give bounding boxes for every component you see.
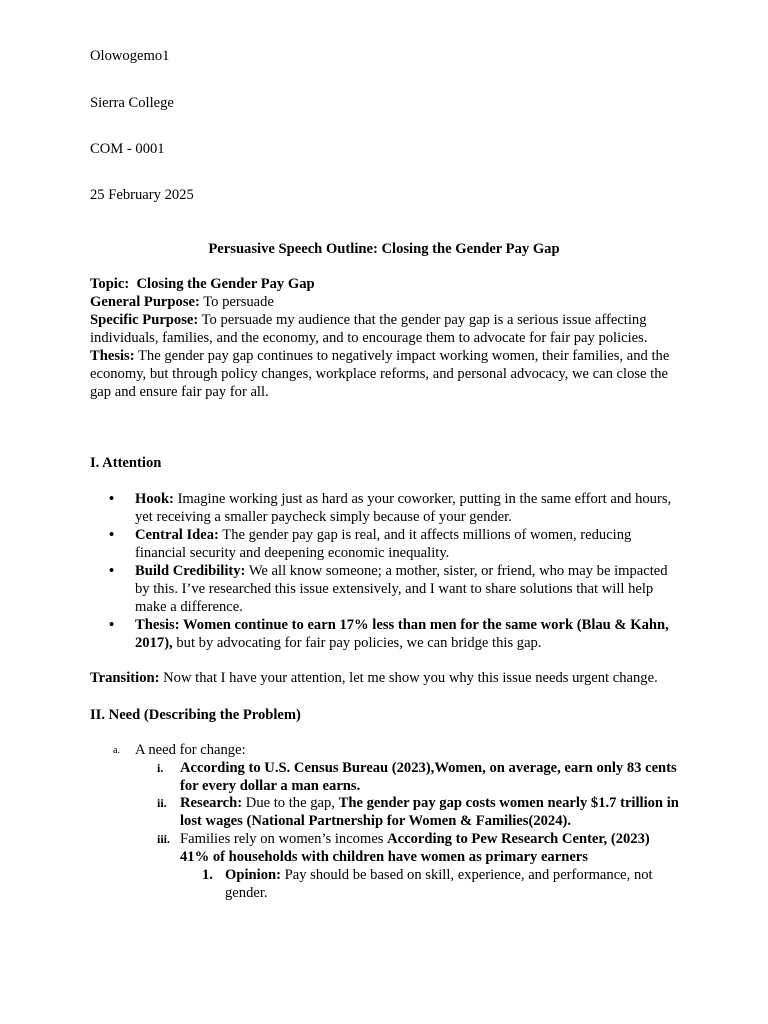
thesis-label: Thesis: bbox=[90, 348, 135, 364]
list-item-text: but by advocating for fair pay policies, we can bridge this gap. bbox=[172, 635, 542, 651]
general-purpose-label: General Purpose: bbox=[90, 294, 200, 310]
bullet-icon: • bbox=[109, 491, 115, 507]
need-item-ii-label: Research: bbox=[180, 795, 243, 811]
transition-line bbox=[90, 669, 680, 687]
list-item bbox=[90, 562, 680, 616]
topic-line bbox=[90, 275, 680, 293]
list-item bbox=[90, 616, 680, 652]
course-code: COM - 0001 bbox=[90, 141, 165, 157]
list-item bbox=[90, 526, 680, 562]
specific-purpose-value: To persuade my audience that the gender pay gap is a serious issue affecting individuals, families, and the economy, and to encourage them to advocate for fair pay policies. bbox=[90, 312, 648, 346]
need-item-i-text: According to U.S. Census Bureau (2023),Women, on average, earn only 83 cents for every dollar a man earns. bbox=[180, 760, 677, 794]
list-marker: a. bbox=[113, 745, 120, 756]
list-item-label: Build Credibility: bbox=[135, 563, 246, 579]
transition-label: Transition: bbox=[90, 670, 160, 686]
attention-list bbox=[90, 490, 680, 652]
topic-value: Closing the Gender Pay Gap bbox=[136, 276, 315, 292]
need-item-iii-bold: According to Pew Research Center, (2023) 41% of households with children have women as primary earners bbox=[180, 831, 650, 865]
list-item-text: Imagine working just as hard as your coworker, putting in the same effort and hours, yet receiving a smaller paycheck simply because of your gender. bbox=[135, 491, 672, 525]
need-item-1 bbox=[90, 866, 680, 902]
list-item bbox=[90, 490, 680, 526]
thesis-paragraph bbox=[90, 347, 680, 401]
need-item-i bbox=[90, 759, 680, 795]
list-marker: ii. bbox=[157, 796, 167, 810]
list-item-label: Central Idea: bbox=[135, 527, 219, 543]
list-marker: 1. bbox=[202, 867, 213, 883]
bullet-icon: • bbox=[109, 527, 115, 543]
need-item-a bbox=[90, 741, 680, 759]
need-item-1-text: Pay should be based on skill, experience, and performance, not gender. bbox=[225, 867, 653, 901]
bullet-icon: • bbox=[109, 563, 115, 579]
need-heading: II. Need (Describing the Problem) bbox=[90, 707, 301, 723]
document-date: 25 February 2025 bbox=[90, 187, 194, 203]
specific-purpose-paragraph bbox=[90, 311, 680, 347]
thesis-value: The gender pay gap continues to negatively impact working women, their families, and the economy, but through policy changes, workplace reforms, and personal advocacy, we can close the gap and ensure fair pay for all. bbox=[90, 348, 670, 400]
general-purpose-value: To persuade bbox=[199, 294, 274, 310]
need-item-ii bbox=[90, 794, 680, 830]
list-item-label: Thesis: Women continue to earn 17% less than men for the same work (Blau & Kahn, 2017), bbox=[135, 617, 669, 651]
attention-heading: I. Attention bbox=[90, 455, 162, 471]
topic-label: Topic: bbox=[90, 276, 130, 292]
document-title: Persuasive Speech Outline: Closing the Gender Pay Gap bbox=[208, 241, 560, 257]
need-item-ii-bold: The gender pay gap costs women nearly $1.7 trillion in lost wages (National Partnership for Women & Families(2024). bbox=[180, 795, 679, 829]
general-purpose-line bbox=[90, 293, 680, 311]
need-item-iii bbox=[90, 830, 680, 866]
bullet-icon: • bbox=[109, 617, 115, 633]
school-name: Sierra College bbox=[90, 95, 174, 111]
list-item-text: We all know someone; a mother, sister, or friend, who may be impacted by this. I’ve researched this issue extensively, and I want to share solutions that will help make a difference. bbox=[135, 563, 668, 615]
need-item-ii-plain: Due to the gap, bbox=[242, 795, 339, 811]
author-name: Olowogemo1 bbox=[90, 48, 170, 64]
transition-text: Now that I have your attention, let me show you why this issue needs urgent change. bbox=[159, 670, 658, 686]
list-marker: i. bbox=[157, 761, 164, 775]
need-item-1-label: Opinion: bbox=[225, 867, 281, 883]
need-item-a-text: A need for change: bbox=[135, 742, 246, 758]
list-item-label: Hook: bbox=[135, 491, 174, 507]
specific-purpose-label: Specific Purpose: bbox=[90, 312, 199, 328]
need-item-iii-plain: Families rely on women’s incomes bbox=[180, 831, 388, 847]
list-item-text: The gender pay gap is real, and it affects millions of women, reducing financial security and deepening economic inequality. bbox=[135, 527, 632, 561]
list-marker: iii. bbox=[157, 832, 171, 846]
